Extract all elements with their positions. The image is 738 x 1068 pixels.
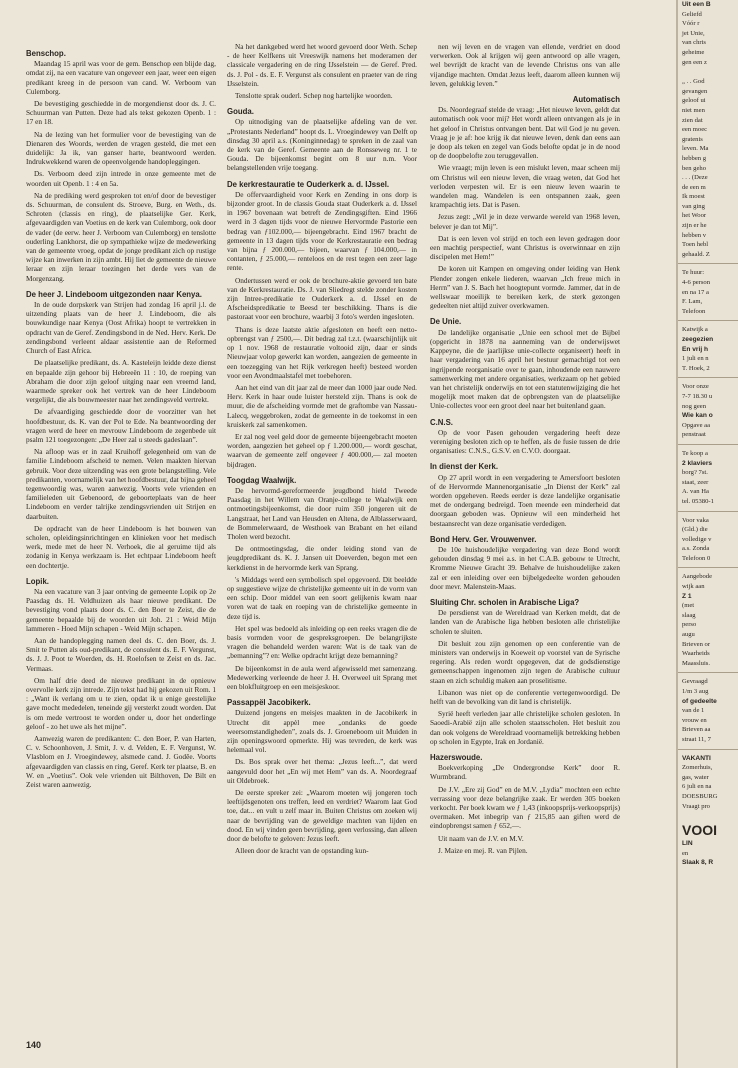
article-paragraph: Duizend jongens en meisjes maakten in de Jacobikerk in Utrecht dit appèl mee „ondanks de goede weersomstandigheden”, zoals ds. J. Groeneboom uit Muiden in zijn openingswoord opmerkte. Hij was tevreden, de kerk was helemaal vol. [227,708,417,755]
strip-text-line: Telefoon 0 [682,554,711,562]
article-paragraph: Op de voor Pasen gehouden vergadering heeft deze vereniging besloten zich op te heffen, als de fusie tussen de drie organisaties: C.N.S., G.S.V. en C.V.O. doorgaat. [430,427,620,456]
strip-text-line: tel. 05380-1 [682,497,714,505]
article-paragraph: Ds. Noordegraaf stelde de vraag: „Het nieuwe leven, geldt dat automatisch ook voor mij? Het wordt alleen ontvangen als je in het geloof in Christus ontvangen bent. Dat wil God je nu geven. Vraag je je af: hoe krijg ik dat nieuwe leven, denk dan eens aan je doop als teken en zegel van Gods belofte opdat je in de nood op de doopbelofte zou teruggevallen. [430,105,620,161]
strip-text-line: van de 1 [682,707,705,715]
article-heading: Benschop. [26,49,66,58]
strip-divider [678,567,738,568]
strip-text-line: VOOI [682,822,718,839]
strip-gap [678,67,738,77]
article-paragraph: Om half drie deed de nieuwe predikant in de opnieuw overvolle kerk zijn intrede. Zijn tekst had hij gekozen uit Rom. 1 : „Want ik verlang om u te zien, opdat ik u enige geestelijke gave mocht mededelen, teneinde gij versterkt zoudt worden. Dat is om mede vertroost te worden onder u, door het onderlinge geloof - zo het uwe als het mijne”. [26,675,216,731]
article-paragraph: Er zal nog veel geld door de gemeente bijeengebracht moeten worden, aangezien het geheel op ƒ 1.200.000,— wordt geschat, waarvan de gemeente zelf ongeveer ƒ 400.000,— zal moeten bijdragen. [227,431,417,469]
article-paragraph: Aan het eind van dit jaar zal de meer dan 1000 jaar oude Ned. Herv. Kerk in haar oude luister hersteld zijn. Thans is ook de muur, die de afscheiding vormde met de graftombe van Nassau-Lalecq, weggebroken, zodat de gemeente in de toekomst in een kruiskerk zal samenkomen. [227,382,417,429]
strip-text-line: . . . (Deze [682,174,708,182]
article-paragraph: Ds. Bos sprak over het thema: „Jezus leeft...”, dat werd aangevuld door het „En wij met Hem” van ds. A. Noordegraaf uit Oldebroek. [227,757,417,785]
article-heading: Bond Herv. Ger. Vrouwenver. [430,534,537,544]
strip-text-line: Brieven or [682,640,711,648]
article-heading: Hazerswoude. [430,753,483,763]
strip-text-line: Geliefd [682,10,702,18]
strip-text-line: Brieven aa [682,726,711,734]
article-paragraph: Na de prediking werd gesproken tot en/of door de bevestiger ds. Schuurman, de consulent ds. Stroeve, Burg. en Weth., ds. Schroten (classis en ring), de plaatselijke Ger. Kerk, afgevaardigden van Voetius en de kerk van Culemborg, ook door de vader (de eerw. heer J. Verboom van Culemborg) en tenslotte ouderling Lankhorst, die op sympathieke wijze de medewerking van de gemeente vroeg, opdat de jonge predikant zich op rustige wijze kan inwerken in zijn ambt. Hij liet de gemeente de nieuwe leraar en zijn leraar toezingen het derde vers van de Morgenzang. [26,190,216,283]
article-paragraph: Wie vraagt; mijn leven is een mislukt leven, maar scheen mij om Christus wil een nieuw leven, die vraag weten, dat God het verloden verpesten wil. Er is een nieuw leven waarin te wandelen mag. Wandelen is een ontspannen zaak, geen krampachtig iets. Dat is Pasen. [430,163,620,210]
article-paragraph: De bevestiging geschiedde in de morgendienst door ds. J. C. Schuurman van Putten. Deze had als tekst gekozen Openb. 1 : 17 en 18. [26,99,216,127]
article-heading: Lopik. [26,576,49,586]
strip-divider [678,749,738,750]
strip-text-line: een moec [682,126,708,134]
page-number: 140 [26,1040,42,1050]
article-paragraph: De hervormd-gereformeerde jeugdbond hield Tweede Paasdag in het Willem van Oranje-college te Waalwijk een ontmoetingsbijeenkomst, die door ruim 350 jongeren uit de Langstraat, het Land van Heusden en Altena, de Alblasserwaard, de Bommelerwaard, de Westhoek van Brabant en het eiland Tholen werd bezocht. [227,485,417,541]
strip-text-line: van chris [682,39,706,47]
strip-text-line: Ik moest [682,193,705,201]
strip-text-line: of gedeelte [682,697,717,705]
column-right [430,42,620,1042]
strip-text-line: wijk aan [682,583,705,591]
article-paragraph: De afvaardiging geschiedde door de voorzitter van het hoofdbestuur, ds. K. van der Pol te Ede. Na beantwoording der vragen werd de heer en mevrouw Lindeboom de zegenbede uit psalm 121 toegezongen: „De Heer zal u steeds gadeslaan”. [26,407,216,444]
strip-text-line: perso [682,621,697,629]
strip-text-line: Toen hebl [682,241,709,249]
article-paragraph: De J.V. „Ere zij God” en de M.V. „Lydia” mochten een echte verrassing voor deze belangrijke zaak. Er werden 305 boeken verkocht. Per boek kwam we ƒ 1,43 (inkoopsprijs-verkoopsprijs) overmaken. Met inbegrip van ƒ 215,85 aan giften werd de eindopbrengst samen ƒ 652,—. [430,784,620,831]
strip-text-line: niet men [682,106,705,114]
strip-text-line: borg? 7st. [682,469,708,477]
strip-text-line: Voor vaka [682,516,709,524]
strip-text-line: zijn er he [682,222,707,230]
strip-text-line: penstraat [682,431,706,439]
strip-text-line: Waarheids [682,650,710,658]
article-paragraph: Uit naam van de J.V. en M.V. [438,833,524,843]
strip-text-line: 6 juli en na [682,783,712,791]
strip-divider [678,263,738,264]
strip-text-line: gen een z [682,58,707,66]
strip-text-line: en na 17 a [682,288,709,296]
article-paragraph: De 10e huishoudelijke vergadering van deze Bond wordt gehouden dinsdag 9 mei a.s. in het C.A.B. gebouw te Utrecht, Kromme Nieuwe Gracht 39. Behalve de huishoudelijke zaken zal er een inleiding over een bijbelgedeelte worden gehouden door mevr. Malenstein-Maas. [430,544,620,591]
article-paragraph: De persdienst van de Wereldraad van Kerken meldt, dat de landen van de Arabische liga hebben besloten alle christelijke scholen te sluiten. [430,608,620,636]
strip-text-line: gas, water [682,773,709,781]
strip-text-line: zien dat [682,116,703,124]
article-paragraph: De eerste spreker zei: „Waarom moeten wij jongeren toch leeftijdsgenoten ons treffen, leed en verdriet? Waarom laat God toe, dat... en vult u zelf maar in. Buiten Christus om zoeken wij naar de bevrijding van de geweldige machten van lijden en dood. En wij vinden geen bevrijding, geen verlossing, dan alleen door de belofte te geloven: Jezus leeft. [227,788,417,844]
article-paragraph: Na de lezing van het formulier voor de bevestiging van de Dienaren des Woords, werden de vragen gesteld, die met een duidelijk: Ja ik, van ganser harte, beantwoord werden. Indrukwekkend waren de opeenvolgende handopleggingen. [26,129,216,167]
strip-text-line: Vraagt pro [682,802,710,810]
strip-text-line: Telefoon [682,307,706,315]
strip-text-line: gratenis [682,135,703,143]
strip-text-line: slaag [682,611,696,619]
strip-text-line: volledige v [682,535,712,543]
strip-divider [678,320,738,321]
article-heading: Passappël Jacobikerk. [227,698,311,708]
strip-text-line: Z 1 [682,592,692,600]
article-paragraph: Libanon was niet op de conferentie vertegenwoordigd. De helft van de bevolking van dit land is christelijk. [430,687,620,706]
strip-text-line: Te huur: [682,269,705,277]
strip-text-line: 1/m 3 aug [682,688,709,695]
strip-text-line: hebben g [682,154,706,162]
article-paragraph: nen wij leven en de vragen van ellende, verdriet en dood verwerken. Ook al krijgen wij geen antwoord op alle vragen, wel bevrijdt de kracht van de levende Christus ons van alle vijandige machten. Omdat Jezus leeft, daarom alleen kunnen wij leven, gelukkig leven.” [430,42,620,88]
strip-text-line: geloof ui [682,97,706,105]
strip-divider [678,444,738,445]
article-heading: In dienst der Kerk. [430,462,499,472]
strip-text-line: ben geho [682,164,706,172]
article-heading: De heer J. Lindeboom uitgezonden naar Kenya. [26,289,202,299]
strip-divider [678,511,738,512]
strip-text-line: 7-7 18.30 u [682,392,713,400]
article-paragraph: De bijeenkomst in de aula werd afgewisseld met samenzang. Medewerking verleende de heer J. H. Overweel uit Sprang met een blokfluitgroep en een meisjeskoor. [227,663,417,691]
article-paragraph: De plaatselijke predikant, ds. A. Kasteleijn leidde deze dienst en bepaalde zijn gehoor bij Hebreeën 11 : 10, de roeping van Abraham die door zijn geloof uitging naar een vreemd land, waarmede spreker ook het vertrek van de heer Lindeboom vergelijkt, die als bouwmeester naar het zendingsveld vertrekt. [26,358,216,405]
article-paragraph: Aanwezig waren de predikanten: C. den Boer, P. van Harten, C. v. Schoonhoven, J. Smit, J. v. d. Velden, E. F. Vergunst, W. Vlasblom en J. Vroegindewey, alsmede cand. J. Goděe. Voorts afgevaardigden van classis en ring, Geref. Kerk ter plaatse, B. en W. en „Voetius”. Ook vele vrienden uit Bilthoven, De Bilt en Zeist waren aanwezig. [26,734,216,790]
strip-text-line: A. van Ha [682,488,709,496]
strip-text-line: gevangen [682,87,708,95]
strip-text-line: en [682,849,689,857]
strip-text-line: En vrij h [682,345,709,353]
strip-text-line: Gevraagd [682,678,708,686]
strip-divider [678,377,738,378]
strip-text-line: Voor onze [682,383,709,391]
article-paragraph: Syrië heeft verleden jaar alle christelijke scholen gesloten. In Saoedi-Arabië zijn alle scholen staatsscholen. Het besluit zou dan ook volgens de Wereldraad voornamelijk betrekking hebben op scholen in Egypte, Irak en Jordanië. [430,709,620,746]
strip-text-line: F. Lam, [682,298,703,306]
article-heading: Toogdag Waalwijk. [227,475,297,485]
article-paragraph: Op uitnodiging van de plaatselijke afdeling van de ver. „Protestants Nederland” hoopt ds. L. Vroegindewey van Delft op dinsdag 30 april a.s. (Koninginnedag) te spreken in de zaal van de kerk van de Geref. Gemeente aan de Ronsseweg nr. 1 te Gouda. De bijeenkomst begint om 8 uur n.m. Voor belangstellenden vrije toegang. [227,117,417,173]
article-heading: De Unie. [430,317,462,327]
article-paragraph: J. Maize en mej. R. van Pijlen. [438,845,528,855]
adjacent-page-strip [676,0,738,1068]
article-paragraph: Na een vacature van 3 jaar ontving de gemeente Lopik op 2e Paasdag ds. H. Veldhuizen als haar nieuwe predikant. De bevestiging vond plaats door ds. C. den Boer te Zeist, die de gemeente bepaalde bij de woorden uit Joh. 21 : Weid Mijn lammeren - Hoed Mijn schapen - Weid Mijn schapen. [26,586,216,633]
article-paragraph: Jezus zegt: „Wil je in deze verwarde wereld van 1968 leven, belever je dan tot Mij”. [430,212,620,231]
strip-text-line: VAKANTI [682,754,711,762]
article-paragraph: Maandag 15 april was voor de gem. Benschop een blijde dag, omdat zij, na een vacature van ongeveer een jaar, weer een eigen predikant kreeg in de persoon van cand. W. Verboom van Culemborg. [26,59,216,96]
column-left [26,42,216,1042]
strip-text-line: a.s. Zonda [682,545,710,553]
strip-text-line: 2 klaviers [682,459,713,467]
strip-text-line: Aangebode [682,573,713,581]
strip-text-line: jet Unie, [682,29,705,37]
strip-text-line: straat 11, 7 [682,735,711,743]
strip-text-line: Maassluis. [682,659,711,667]
article-heading: Sluiting Chr. scholen in Arabische Liga? [430,597,580,607]
strip-text-line: LIN [682,840,693,848]
strip-text-line: Te koop a [682,449,708,457]
strip-text-line: T. Hoek, 2 [682,364,710,372]
strip-text-line: staat, zeer [682,478,709,486]
article-heading: C.N.S. [430,417,453,427]
article-paragraph: Dit besluit zou zijn genomen op een conferentie van de ministers van onderwijs in Koeweit op voorstel van de Syrische regering. Als reden wordt opgegeven, dat de godsdienstige gemeenschappen ingenomen zijn tegen de Arabische cultuur staan en zich schuldig maken aan proselitisme. [430,638,620,685]
article-paragraph: Dat is een leven vol strijd en toch een leven gedragen door een machtig perspectief, want Christus is overwinnaar en zijn discipelen met Hem!” [430,233,620,262]
strip-text-line: DOESBURG [682,792,718,800]
article-paragraph: De koren uit Kampen en omgeving onder leiding van Henk Plender zongen enkele liederen, waarvan „Ich freue mich in Herrn” van J. S. Bach het hoogtepunt vormde. Jammer, dat in de wellswaar moeilijk te bereiken kerk, de sterk gezongen gedeelten niet altijd zuiver overkwamen. [430,264,620,311]
article-paragraph: Ondertussen werd er ook de brochure-aktie gevoerd ten bate van de Kerkrestauratie. Ds. J. van Sliedregt stelde zonder kosten zijn Intree-predikatie te Ouderkerk a. d. IJssel en de Afscheidspredikatie te Beesd ter beschikking. Thans is die pastoraat voor een brochure, waarbij 3 foto's werden ingesloten. [227,275,417,322]
strip-divider [678,672,738,673]
strip-text-line: Wie kan o [682,412,713,420]
article-heading: De kerkrestauratie te Ouderkerk a. d. IJssel. [227,179,390,189]
strip-text-line: Vóór r [682,20,700,28]
article-paragraph: Het spel was bedoeld als inleiding op een reeks vragen die de basis vormden voor de gespreksgroepen. De belangrijkste vragen die behandeld werden waren: Wat is de taak van de „bemanning”? en: Welke opdracht krijgt deze bemanning? [227,623,417,661]
article-paragraph: Op 27 april wordt in een vergadering te Amersfoort besloten of de Hervormde Mannenorganisatie „In Dienst der Kerk” zal worden opgeheven. Reeds eerder is deze landelijke organisatie met de ondergang bedreigd. Toen meende een minderheid dat doorgaan geboden was. Opnieuw wil een minderheid het bestaansrecht van deze organisatie verdedigen. [430,472,620,528]
article-paragraph: 's Middags werd een symbolisch spel opgevoerd. Dit beeldde op suggestieve wijze de christelijke gemeente uit in de vorm van een schip. Door middel van een soort gelijkenis kwam naar voren wat de taak en roeping van de christelijke gemeente in deze tijd is. [227,574,417,621]
strip-text-line: 4-6 person [682,279,711,287]
strip-text-line: het Woor [682,212,707,220]
strip-text-line: Opgave aa [682,421,711,429]
strip-text-line: 1 juli en n [682,355,709,363]
strip-text-line: nog geen [682,402,706,410]
strip-text-line: zeegezien [682,336,714,343]
article-heading: Automatisch [572,95,620,105]
column-middle [227,42,417,1042]
strip-text-line: leven. Ma [682,145,709,153]
strip-text-line: geheime [682,48,705,56]
strip-text-line: van ging [682,202,705,210]
strip-text-line: vrouw en [682,716,707,724]
article-paragraph: Alleen door de kracht van de opstanding kun- [235,846,369,856]
article-paragraph: Na afloop was er in zaal Kruihoff gelegenheid om van de familie Lindeboom afscheid te nemen. Velen maakten hiervan gebruik. Voor deze uitzending was een grote belangstelling. Vele predikanten, voornamelijk van het hoofdbestuur, dat bijna geheel tegenwoordig was, waren aanwezig. Voorts vele vrienden en familieleden uit Gebenoord, de geboorteplaats van de heer Lindeboom en verder talrijke zendingsvrienden uit Strijen en daarbuiten. [26,447,216,521]
article-paragraph: In de oude dorpskerk van Strijen had zondag 16 april j.l. de uitzending plaats van de heer J. Lindeboom, die als bouwkundige naar Kenya (Oost Afrika) hoopt te vertrekken in opdracht van de Geref. Zendingsbond in de Ned. Herv. Kerk. De zendingsbond verleent aldaar assistentie aan de Reformed Church of East Africa. [26,300,216,356]
strip-text-line: „ . . God [682,78,705,86]
strip-text-line: (met [682,602,695,610]
strip-text-line: augu [682,631,695,639]
article-paragraph: Aan de handoplegging namen deel ds. C. den Boer, ds. J. Smit te Putten als oud-predikant, de consulent ds. E. F. Vergunst, ds. J. J. Poot te Woerden, ds. H. Roelofsen te Zeist en ds. Jac. Vermaas. [26,635,216,673]
article-paragraph: Tenslotte sprak ouderl. Schep nog hartelijke woorden. [235,91,393,101]
article-paragraph: Thans is deze laatste aktie afgesloten en heeft een netto-opbrengst van ƒ 2500,—. Dit bedrag zal t.z.t. (waarschijnlijk uit op 1 nov. 1968 de restauratie voltooid zijn, daar er sinds Nieuwjaar volop gewerkt kan worden, aangezien de gemeente in een toezegging van het Rijk verkregen heeft) besteed worden voor een Avondmaalstafel met toebehoren. [227,324,417,380]
article-paragraph: De landelijke organisatie „Unie een school met de Bijbel (opgericht in 1878 na aanneming van de onderwijswet Kappeyne, die de jaarlijkse unie-collecte organiseert) heeft in haar vergadering van 16 april het bestuur gemachtigd tot een ingrijpende reorganisatie over te gaan, inhoudende een nauwere samenwerking met andere organisaties, werkzaam op het gebied van het christelijk onderwijs en tot een statutenwijziging die het mogelijk moet maken dat de opbrengsten van de plaatselijke Unie-collectes voor een groot deel naar het buitenland gaan. [430,327,620,411]
article-paragraph: De offervaardigheid voor Kerk en Zending in ons dorp is bijzonder groot. In de classis Gouda staat Ouderkerk a. d. IJssel in 1967 bovenaan wat betreft de Zendingsgiften. Eind 1966 werd in 3 dagen tijds voor de nieuwe Hervormde Pastorie een bedrag van ƒ102.000,— bijeengebracht. Eind 1967 bracht de gemeente in 13 dagen tijds voor de Kerkrestauratie een bedrag van bijna ƒ 200.000,— bijeen, waarvan ƒ 104.000,— in contanten, ƒ 25.000,— renteloos en de rest tegen een zeer lage rente. [227,189,417,273]
strip-gap [678,811,738,821]
strip-text-line: (Gld.) die [682,526,708,534]
article-paragraph: Boekverkoping „De Ondergrondse Kerk” door R. Wurmbrand. [430,763,620,782]
article-paragraph: De opdracht van de heer Lindeboom is het bouwen van scholen, opleidingsinrichtingen en klinieken voor het medisch werk, mede met de heer N. Verhoek, die al geruime tijd als zodanig in Kenya werkzaam is. Het echtpaar Lindeboom heeft een dochtertje. [26,523,216,570]
strip-text-line: hebben v [682,231,706,239]
article-heading: Gouda. [227,107,254,117]
strip-text-line: gehaald. Z [682,250,710,258]
strip-text-line: de een m [682,183,706,191]
article-paragraph: De ontmoetingsdag, die onder leiding stond van de jeugdpredikant ds. K. J. Jansen uit Doeverden, begon met een kerkdienst in de hervormde kerk van Sprang. [227,544,417,572]
strip-text-line: Uit een B [682,1,711,8]
article-paragraph: Ds. Verboom deed zijn intrede in onze gemeente met de woorden uit Openb. 1 : 4 en 5a. [26,169,216,188]
article-paragraph: Na het dankgebed werd het woord gevoerd door Weth. Schep - de heer Kelfkens uit Vreeswijk namens het moderamen der classicale vergadering en de ring IJsselstein — de Geref. Pred. ds. J. Pol - ds. E. F. Vergunst als consulent en praeter van de ring IJsselstein. [227,42,417,88]
strip-text-line: Slaak 8, R [682,859,714,867]
strip-text-line: Zomerhuis, [682,764,713,772]
strip-text-line: Katwijk a [682,326,708,334]
